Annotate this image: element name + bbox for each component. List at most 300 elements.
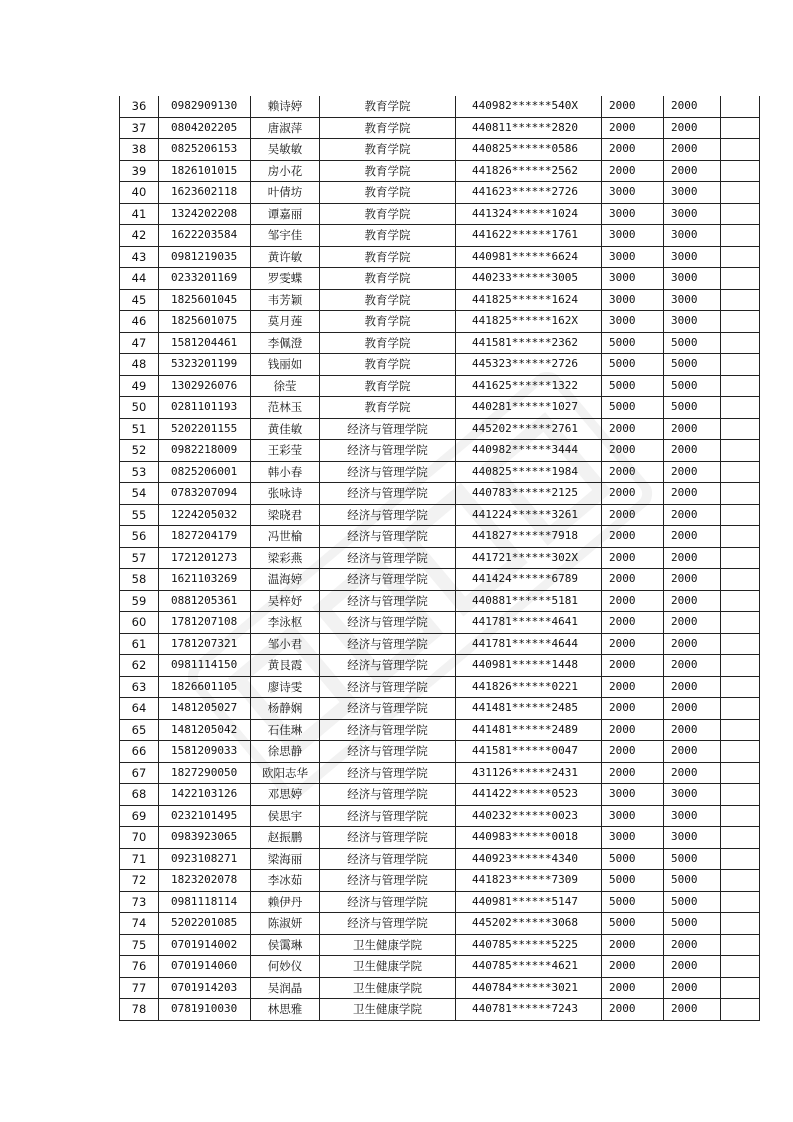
note-cell — [721, 848, 760, 870]
note-cell — [721, 676, 760, 698]
table-row — [120, 117, 760, 139]
row-seq-cell: 39 — [120, 160, 159, 182]
name-cell: 梁彩燕 — [251, 547, 320, 569]
student-id-cell: 1622203584 — [159, 225, 251, 247]
table-row — [120, 440, 760, 462]
id-card-cell: 441827******7918 — [456, 526, 602, 548]
college-cell: 卫生健康学院 — [320, 956, 456, 978]
student-id-cell: 0825206001 — [159, 461, 251, 483]
name-cell: 徐莹 — [251, 375, 320, 397]
amount-approved-cell: 2000 — [664, 547, 721, 569]
id-card-cell: 441481******2489 — [456, 719, 602, 741]
note-cell — [721, 117, 760, 139]
table-row — [120, 762, 760, 784]
table-row — [120, 805, 760, 827]
note-cell — [721, 870, 760, 892]
amount-cell: 2000 — [602, 999, 664, 1021]
name-cell: 廖诗雯 — [251, 676, 320, 698]
amount-cell: 5000 — [602, 848, 664, 870]
name-cell: 韩小春 — [251, 461, 320, 483]
note-cell — [721, 289, 760, 311]
student-id-cell: 1581209033 — [159, 741, 251, 763]
table-row — [120, 526, 760, 548]
amount-cell: 3000 — [602, 203, 664, 225]
student-id-cell: 1825601075 — [159, 311, 251, 333]
table-row — [120, 182, 760, 204]
table-row — [120, 655, 760, 677]
amount-approved-cell: 3000 — [664, 268, 721, 290]
table-row — [120, 268, 760, 290]
student-id-cell: 1781207108 — [159, 612, 251, 634]
college-cell: 经济与管理学院 — [320, 504, 456, 526]
table-row — [120, 913, 760, 935]
student-id-cell: 1481205042 — [159, 719, 251, 741]
note-cell — [721, 526, 760, 548]
amount-approved-cell: 2000 — [664, 719, 721, 741]
id-card-cell: 441424******6789 — [456, 569, 602, 591]
row-seq-cell: 47 — [120, 332, 159, 354]
amount-approved-cell: 2000 — [664, 676, 721, 698]
table-row — [120, 332, 760, 354]
student-id-cell: 0982909130 — [159, 96, 251, 117]
name-cell: 唐淑萍 — [251, 117, 320, 139]
student-id-cell: 5202201155 — [159, 418, 251, 440]
college-cell: 教育学院 — [320, 182, 456, 204]
name-cell: 谭嘉丽 — [251, 203, 320, 225]
row-seq-cell: 38 — [120, 139, 159, 161]
id-card-cell: 440785******4621 — [456, 956, 602, 978]
college-cell: 经济与管理学院 — [320, 440, 456, 462]
note-cell — [721, 461, 760, 483]
student-id-cell: 0881205361 — [159, 590, 251, 612]
note-cell — [721, 397, 760, 419]
college-cell: 经济与管理学院 — [320, 719, 456, 741]
table-row — [120, 741, 760, 763]
student-id-cell: 1826601105 — [159, 676, 251, 698]
note-cell — [721, 375, 760, 397]
name-cell: 赵振鹏 — [251, 827, 320, 849]
table-row — [120, 225, 760, 247]
id-card-cell: 440881******5181 — [456, 590, 602, 612]
row-seq-cell: 59 — [120, 590, 159, 612]
name-cell: 莫月莲 — [251, 311, 320, 333]
table-row — [120, 139, 760, 161]
note-cell — [721, 203, 760, 225]
student-id-cell: 0701914203 — [159, 977, 251, 999]
amount-cell: 2000 — [602, 96, 664, 117]
college-cell: 经济与管理学院 — [320, 483, 456, 505]
college-cell: 教育学院 — [320, 160, 456, 182]
id-card-cell: 440785******5225 — [456, 934, 602, 956]
amount-approved-cell: 3000 — [664, 805, 721, 827]
note-cell — [721, 225, 760, 247]
id-card-cell: 441581******2362 — [456, 332, 602, 354]
amount-cell: 2000 — [602, 440, 664, 462]
id-card-cell: 440983******0018 — [456, 827, 602, 849]
amount-approved-cell: 2000 — [664, 418, 721, 440]
note-cell — [721, 827, 760, 849]
college-cell: 教育学院 — [320, 225, 456, 247]
id-card-cell: 440233******3005 — [456, 268, 602, 290]
amount-approved-cell: 2000 — [664, 590, 721, 612]
amount-cell: 3000 — [602, 182, 664, 204]
student-id-cell: 5202201085 — [159, 913, 251, 935]
name-cell: 赖诗婷 — [251, 96, 320, 117]
student-id-cell: 1224205032 — [159, 504, 251, 526]
amount-approved-cell: 2000 — [664, 504, 721, 526]
student-id-cell: 1827290050 — [159, 762, 251, 784]
amount-cell: 2000 — [602, 719, 664, 741]
id-card-cell: 440811******2820 — [456, 117, 602, 139]
id-card-cell: 440784******3021 — [456, 977, 602, 999]
name-cell: 黄许敏 — [251, 246, 320, 268]
amount-approved-cell: 2000 — [664, 762, 721, 784]
row-seq-cell: 61 — [120, 633, 159, 655]
amount-cell: 2000 — [602, 117, 664, 139]
amount-cell: 2000 — [602, 655, 664, 677]
table-row — [120, 784, 760, 806]
college-cell: 经济与管理学院 — [320, 784, 456, 806]
note-cell — [721, 504, 760, 526]
row-seq-cell: 76 — [120, 956, 159, 978]
amount-cell: 2000 — [602, 698, 664, 720]
amount-cell: 2000 — [602, 977, 664, 999]
row-seq-cell: 73 — [120, 891, 159, 913]
student-id-cell: 1324202208 — [159, 203, 251, 225]
student-id-cell: 1581204461 — [159, 332, 251, 354]
amount-cell: 5000 — [602, 397, 664, 419]
college-cell: 经济与管理学院 — [320, 612, 456, 634]
name-cell: 房小花 — [251, 160, 320, 182]
name-cell: 温海婷 — [251, 569, 320, 591]
table-row — [120, 719, 760, 741]
amount-approved-cell: 3000 — [664, 289, 721, 311]
row-seq-cell: 75 — [120, 934, 159, 956]
table-row — [120, 977, 760, 999]
amount-approved-cell: 5000 — [664, 848, 721, 870]
row-seq-cell: 66 — [120, 741, 159, 763]
row-seq-cell: 64 — [120, 698, 159, 720]
name-cell: 邹小君 — [251, 633, 320, 655]
name-cell: 叶倩坊 — [251, 182, 320, 204]
college-cell: 经济与管理学院 — [320, 461, 456, 483]
amount-cell: 2000 — [602, 483, 664, 505]
id-card-cell: 445202******3068 — [456, 913, 602, 935]
college-cell: 经济与管理学院 — [320, 805, 456, 827]
row-seq-cell: 71 — [120, 848, 159, 870]
row-seq-cell: 72 — [120, 870, 159, 892]
note-cell — [721, 741, 760, 763]
amount-approved-cell: 2000 — [664, 483, 721, 505]
amount-approved-cell: 3000 — [664, 784, 721, 806]
row-seq-cell: 65 — [120, 719, 159, 741]
id-card-cell: 441825******1624 — [456, 289, 602, 311]
table-row — [120, 483, 760, 505]
row-seq-cell: 51 — [120, 418, 159, 440]
amount-approved-cell: 3000 — [664, 311, 721, 333]
id-card-cell: 441622******1761 — [456, 225, 602, 247]
college-cell: 经济与管理学院 — [320, 569, 456, 591]
amount-cell: 2000 — [602, 160, 664, 182]
name-cell: 梁晓君 — [251, 504, 320, 526]
table-row — [120, 934, 760, 956]
college-cell: 教育学院 — [320, 117, 456, 139]
id-card-cell: 440825******0586 — [456, 139, 602, 161]
table-row — [120, 633, 760, 655]
table-row — [120, 612, 760, 634]
college-cell: 经济与管理学院 — [320, 870, 456, 892]
college-cell: 卫生健康学院 — [320, 999, 456, 1021]
amount-cell: 2000 — [602, 633, 664, 655]
row-seq-cell: 60 — [120, 612, 159, 634]
amount-cell: 5000 — [602, 870, 664, 892]
student-id-cell: 0983923065 — [159, 827, 251, 849]
amount-cell: 2000 — [602, 139, 664, 161]
id-card-cell: 440825******1984 — [456, 461, 602, 483]
name-cell: 吴梓妤 — [251, 590, 320, 612]
id-card-cell: 440781******7243 — [456, 999, 602, 1021]
table-row — [120, 203, 760, 225]
row-seq-cell: 48 — [120, 354, 159, 376]
row-seq-cell: 54 — [120, 483, 159, 505]
amount-approved-cell: 2000 — [664, 461, 721, 483]
amount-approved-cell: 5000 — [664, 354, 721, 376]
amount-cell: 5000 — [602, 375, 664, 397]
table-row — [120, 956, 760, 978]
amount-cell: 2000 — [602, 762, 664, 784]
row-seq-cell: 46 — [120, 311, 159, 333]
id-card-cell: 441224******3261 — [456, 504, 602, 526]
row-seq-cell: 57 — [120, 547, 159, 569]
note-cell — [721, 913, 760, 935]
row-seq-cell: 58 — [120, 569, 159, 591]
id-card-cell: 441481******2485 — [456, 698, 602, 720]
amount-cell: 2000 — [602, 934, 664, 956]
table-row — [120, 676, 760, 698]
table-row — [120, 999, 760, 1021]
amount-approved-cell: 5000 — [664, 375, 721, 397]
name-cell: 林思雅 — [251, 999, 320, 1021]
recipient-table — [119, 96, 760, 1021]
amount-cell: 2000 — [602, 526, 664, 548]
student-id-cell: 5323201199 — [159, 354, 251, 376]
amount-cell: 2000 — [602, 676, 664, 698]
row-seq-cell: 74 — [120, 913, 159, 935]
college-cell: 经济与管理学院 — [320, 848, 456, 870]
amount-approved-cell: 3000 — [664, 827, 721, 849]
name-cell: 罗雯蝶 — [251, 268, 320, 290]
student-id-cell: 0982218009 — [159, 440, 251, 462]
amount-cell: 3000 — [602, 225, 664, 247]
name-cell: 李冰茹 — [251, 870, 320, 892]
student-id-cell: 0701914002 — [159, 934, 251, 956]
row-seq-cell: 67 — [120, 762, 159, 784]
student-id-cell: 0804202205 — [159, 117, 251, 139]
id-card-cell: 441823******7309 — [456, 870, 602, 892]
id-card-cell: 440281******1027 — [456, 397, 602, 419]
name-cell: 张咏诗 — [251, 483, 320, 505]
table-row — [120, 461, 760, 483]
id-card-cell: 440923******4340 — [456, 848, 602, 870]
id-card-cell: 440981******6624 — [456, 246, 602, 268]
note-cell — [721, 96, 760, 117]
college-cell: 经济与管理学院 — [320, 741, 456, 763]
table-row — [120, 354, 760, 376]
student-id-cell: 1623602118 — [159, 182, 251, 204]
note-cell — [721, 891, 760, 913]
student-id-cell: 1621103269 — [159, 569, 251, 591]
name-cell: 钱丽如 — [251, 354, 320, 376]
id-card-cell: 431126******2431 — [456, 762, 602, 784]
name-cell: 陈淑妍 — [251, 913, 320, 935]
row-seq-cell: 56 — [120, 526, 159, 548]
row-seq-cell: 52 — [120, 440, 159, 462]
table-row — [120, 827, 760, 849]
name-cell: 梁海丽 — [251, 848, 320, 870]
name-cell: 王彩莹 — [251, 440, 320, 462]
table-row — [120, 848, 760, 870]
id-card-cell: 441825******162X — [456, 311, 602, 333]
table-row — [120, 590, 760, 612]
name-cell: 邓思婷 — [251, 784, 320, 806]
amount-cell: 3000 — [602, 827, 664, 849]
note-cell — [721, 483, 760, 505]
name-cell: 吴敏敏 — [251, 139, 320, 161]
student-id-cell: 1826101015 — [159, 160, 251, 182]
row-seq-cell: 50 — [120, 397, 159, 419]
amount-approved-cell: 2000 — [664, 956, 721, 978]
student-id-cell: 0701914060 — [159, 956, 251, 978]
name-cell: 石佳琳 — [251, 719, 320, 741]
student-id-cell: 1827204179 — [159, 526, 251, 548]
amount-approved-cell: 2000 — [664, 96, 721, 117]
id-card-cell: 441625******1322 — [456, 375, 602, 397]
name-cell: 徐思静 — [251, 741, 320, 763]
amount-cell: 5000 — [602, 913, 664, 935]
table-row — [120, 96, 760, 117]
table-row — [120, 418, 760, 440]
amount-cell: 2000 — [602, 547, 664, 569]
amount-cell: 2000 — [602, 504, 664, 526]
amount-approved-cell: 2000 — [664, 440, 721, 462]
amount-cell: 3000 — [602, 246, 664, 268]
amount-approved-cell: 3000 — [664, 203, 721, 225]
note-cell — [721, 182, 760, 204]
id-card-cell: 440982******3444 — [456, 440, 602, 462]
note-cell — [721, 418, 760, 440]
name-cell: 黄艮霞 — [251, 655, 320, 677]
college-cell: 经济与管理学院 — [320, 547, 456, 569]
id-card-cell: 441324******1024 — [456, 203, 602, 225]
amount-cell: 5000 — [602, 354, 664, 376]
id-card-cell: 445323******2726 — [456, 354, 602, 376]
amount-cell: 3000 — [602, 268, 664, 290]
college-cell: 经济与管理学院 — [320, 698, 456, 720]
id-card-cell: 440982******540X — [456, 96, 602, 117]
row-seq-cell: 40 — [120, 182, 159, 204]
name-cell: 邹宇佳 — [251, 225, 320, 247]
note-cell — [721, 268, 760, 290]
name-cell: 韦芳颖 — [251, 289, 320, 311]
note-cell — [721, 934, 760, 956]
college-cell: 经济与管理学院 — [320, 827, 456, 849]
amount-approved-cell: 2000 — [664, 117, 721, 139]
id-card-cell: 441581******0047 — [456, 741, 602, 763]
college-cell: 经济与管理学院 — [320, 526, 456, 548]
note-cell — [721, 139, 760, 161]
student-id-cell: 1823202078 — [159, 870, 251, 892]
note-cell — [721, 977, 760, 999]
note-cell — [721, 784, 760, 806]
note-cell — [721, 246, 760, 268]
student-id-cell: 0825206153 — [159, 139, 251, 161]
college-cell: 教育学院 — [320, 311, 456, 333]
amount-approved-cell: 5000 — [664, 870, 721, 892]
college-cell: 教育学院 — [320, 397, 456, 419]
note-cell — [721, 332, 760, 354]
note-cell — [721, 805, 760, 827]
college-cell: 经济与管理学院 — [320, 891, 456, 913]
id-card-cell: 441781******4644 — [456, 633, 602, 655]
student-id-cell: 1721201273 — [159, 547, 251, 569]
table-row — [120, 311, 760, 333]
name-cell: 李佩澄 — [251, 332, 320, 354]
row-seq-cell: 45 — [120, 289, 159, 311]
id-card-cell: 441826******2562 — [456, 160, 602, 182]
id-card-cell: 441422******0523 — [456, 784, 602, 806]
row-seq-cell: 68 — [120, 784, 159, 806]
note-cell — [721, 354, 760, 376]
note-cell — [721, 160, 760, 182]
row-seq-cell: 49 — [120, 375, 159, 397]
note-cell — [721, 440, 760, 462]
amount-approved-cell: 2000 — [664, 977, 721, 999]
amount-approved-cell: 2000 — [664, 698, 721, 720]
amount-cell: 3000 — [602, 289, 664, 311]
amount-cell: 2000 — [602, 956, 664, 978]
college-cell: 教育学院 — [320, 354, 456, 376]
college-cell: 经济与管理学院 — [320, 762, 456, 784]
college-cell: 经济与管理学院 — [320, 655, 456, 677]
amount-approved-cell: 2000 — [664, 741, 721, 763]
college-cell: 经济与管理学院 — [320, 418, 456, 440]
note-cell — [721, 999, 760, 1021]
name-cell: 赖伊丹 — [251, 891, 320, 913]
table-row — [120, 870, 760, 892]
student-id-cell: 0232101495 — [159, 805, 251, 827]
college-cell: 教育学院 — [320, 139, 456, 161]
row-seq-cell: 63 — [120, 676, 159, 698]
college-cell: 教育学院 — [320, 203, 456, 225]
amount-approved-cell: 2000 — [664, 160, 721, 182]
name-cell: 李泳枢 — [251, 612, 320, 634]
name-cell: 冯世榆 — [251, 526, 320, 548]
college-cell: 经济与管理学院 — [320, 913, 456, 935]
college-cell: 经济与管理学院 — [320, 590, 456, 612]
college-cell: 教育学院 — [320, 246, 456, 268]
note-cell — [721, 311, 760, 333]
table-row — [120, 246, 760, 268]
note-cell — [721, 633, 760, 655]
note-cell — [721, 698, 760, 720]
amount-approved-cell: 2000 — [664, 612, 721, 634]
college-cell: 经济与管理学院 — [320, 676, 456, 698]
row-seq-cell: 36 — [120, 96, 159, 117]
id-card-cell: 441781******4641 — [456, 612, 602, 634]
id-card-cell: 441623******2726 — [456, 182, 602, 204]
amount-approved-cell: 2000 — [664, 526, 721, 548]
amount-approved-cell: 3000 — [664, 182, 721, 204]
